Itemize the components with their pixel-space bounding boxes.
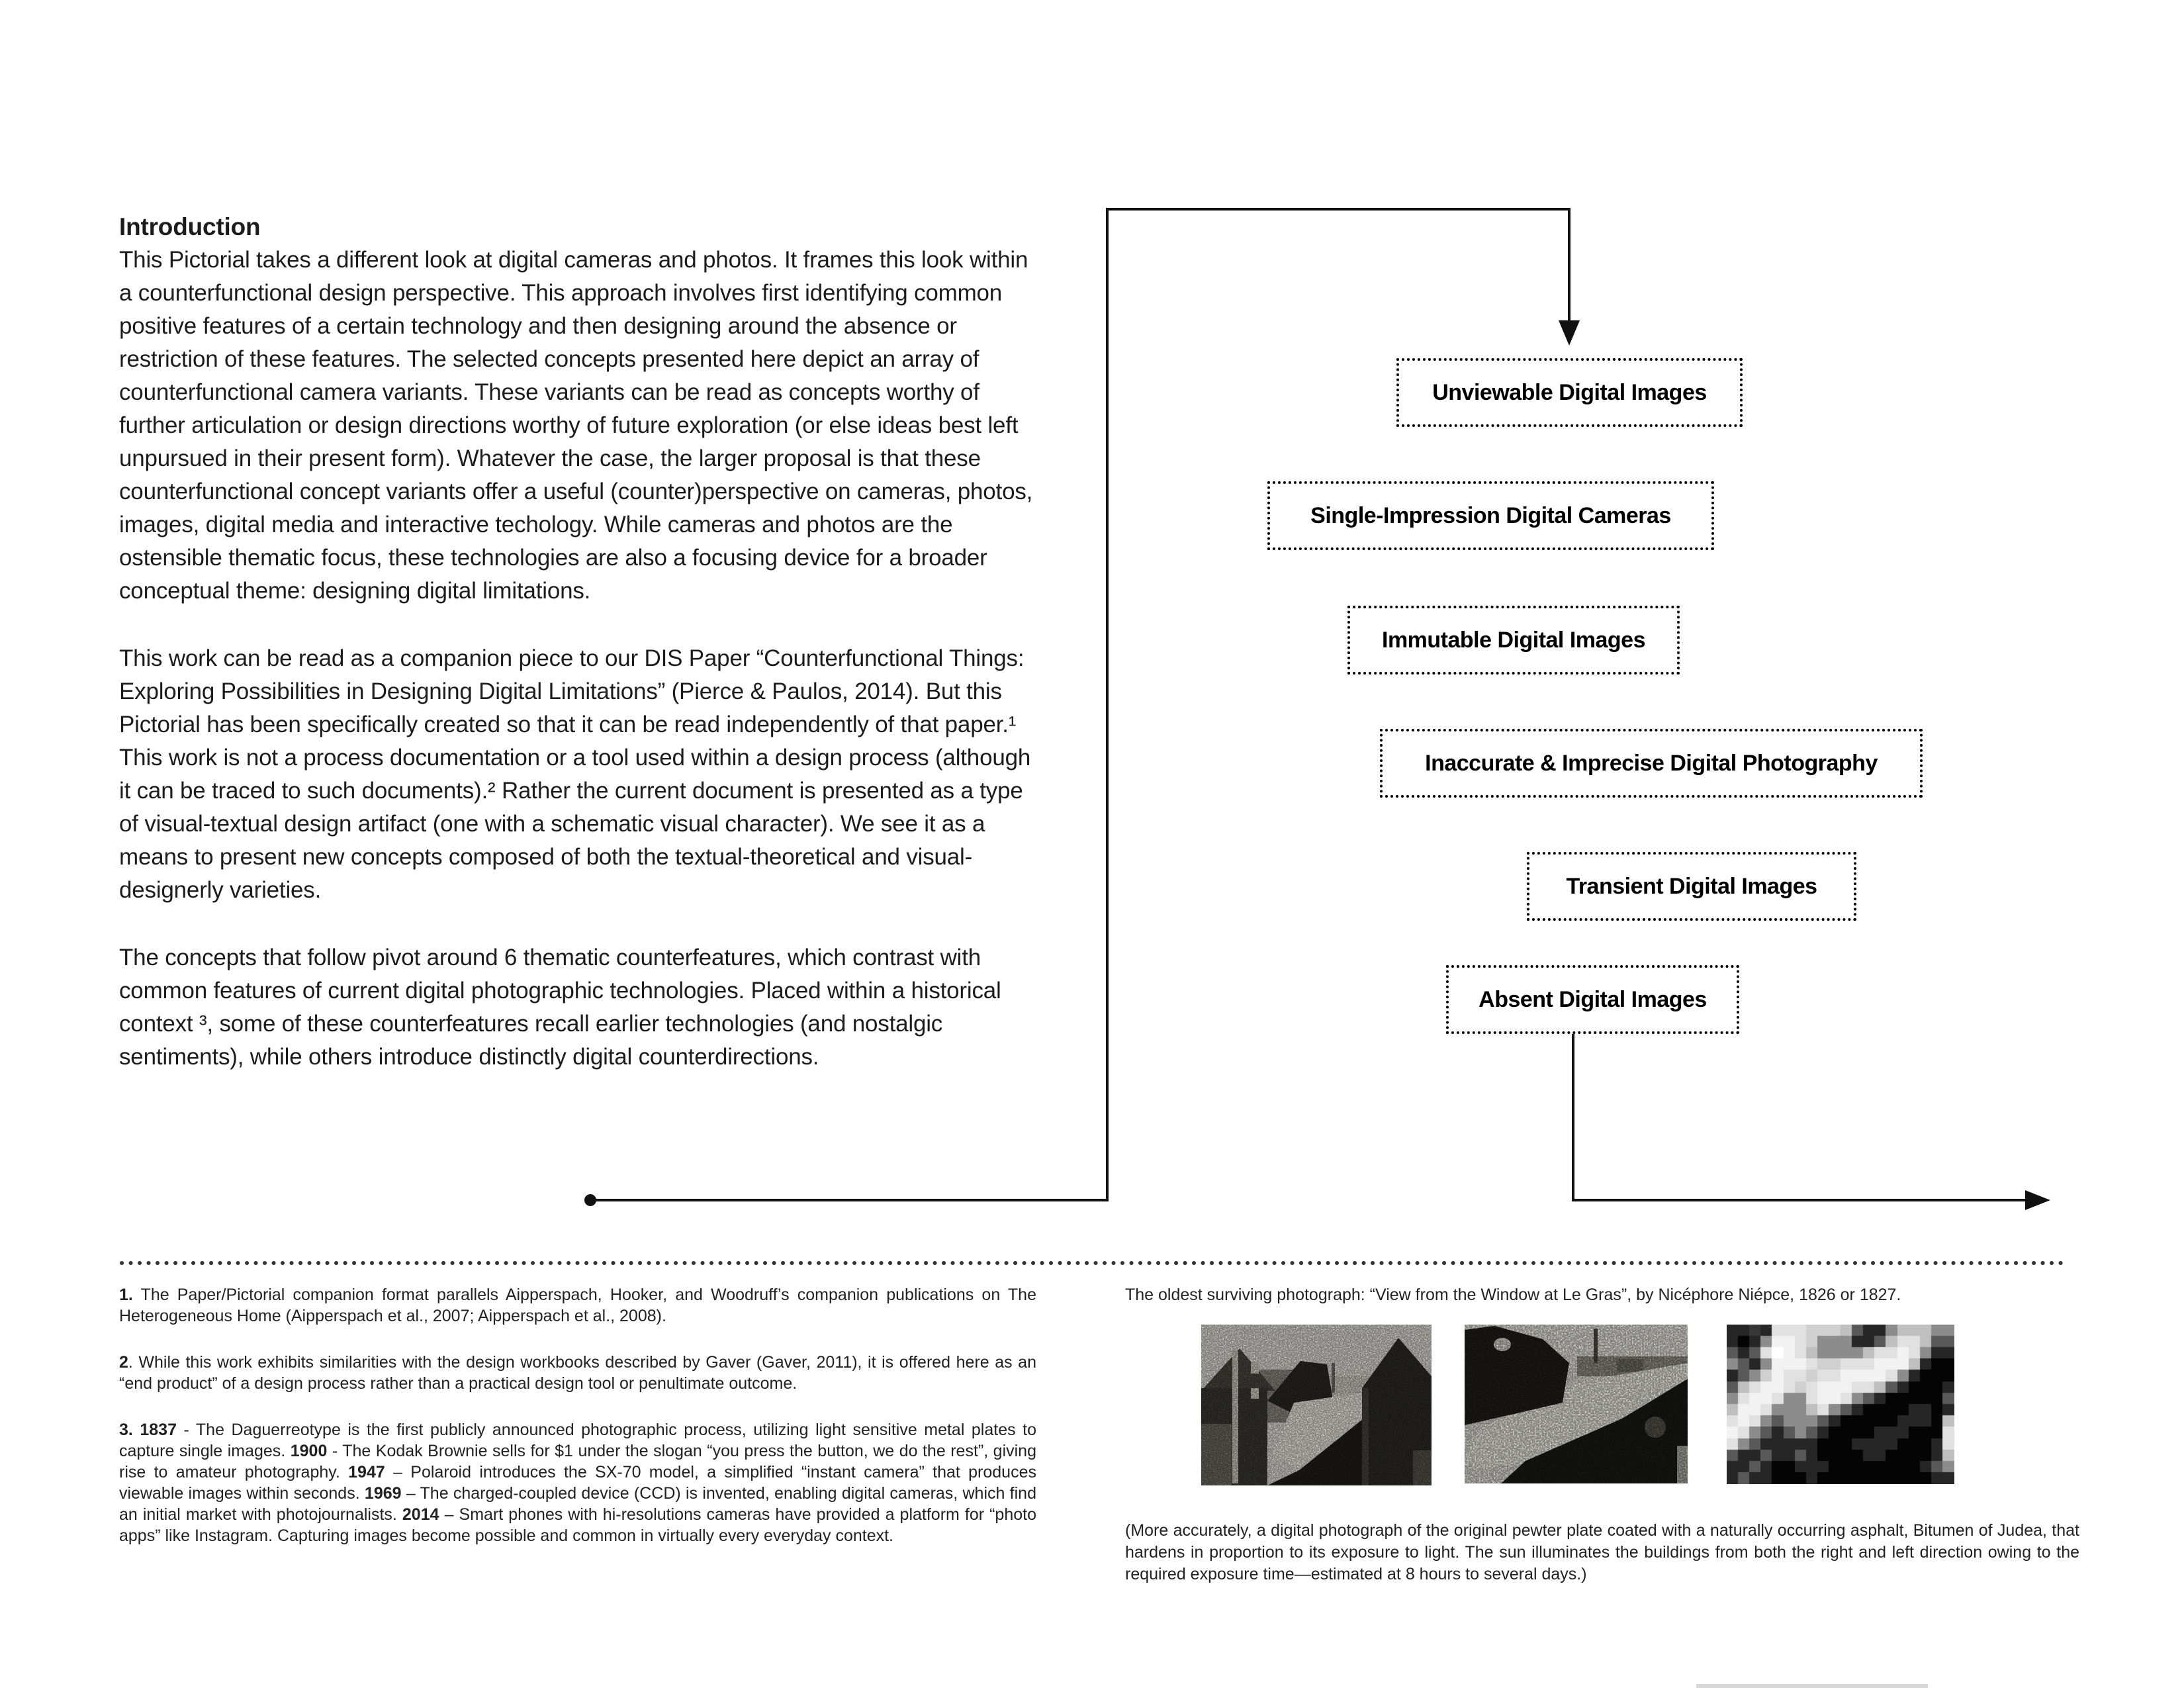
- intro-column: [119, 211, 1040, 1074]
- connector-right-path: [1573, 1034, 2026, 1200]
- photo-caption-bottom: (More accurately, a digital photograph of the original pewter plate coated with a naturally occurring asphalt, Bitumen of Judea, that hardens in proportion to its exposure to light. The sun illuminates the buildings from both the right and left direction owing to the required exposure time—estimated at 8 hours to several days.): [1125, 1521, 2079, 1583]
- niepce-pixelated-photo: [1727, 1325, 1954, 1484]
- concept-box-immutable: [1347, 606, 1680, 675]
- right-arrowhead-icon: [2025, 1190, 2050, 1210]
- concept-box-label: Transient Digital Images: [1566, 873, 1817, 899]
- intro-paragraph-1: This Pictorial takes a different look at digital cameras and photos. It frames this look within a counterfunctional design perspective. This approach involves first identifying common positive features of a certain technology and then designing around the absence or restriction of these features. The selected concepts presented here depict an array of counterfunctional camera variants. These variants can be read as concepts worthy of further articulation or design directions worthy of future exploration (or else ideas best left unpursued in their present form). Whatever the case, the larger proposal is that these counterfunctional concept variants offer a useful (counter)perspective on cameras, photos, images, digital media and interactive techology. While cameras and photos are the ostensible thematic focus, these technologies are also a focusing device for a broader conceptual theme: designing digital limitations.: [119, 247, 1033, 604]
- concept-box-label: Single-Impression Digital Cameras: [1310, 502, 1671, 528]
- photo-caption-top: The oldest surviving photograph: “View from the Window at Le Gras”, by Nicéphore Niépce, 1826 or 1827.: [1125, 1286, 1901, 1304]
- footnotes-column: [119, 1284, 1036, 1571]
- concept-box-label: Absent Digital Images: [1479, 986, 1707, 1012]
- photo-grain-overlay: [1465, 1325, 1688, 1483]
- footnote-1: 1. The Paper/Pictorial companion format parallels Aipperspach, Hooker, and Woodruff’s companion publications on The Heterogeneous Home (Aipperspach et al., 2007; Aipperspach et al., 2008).: [119, 1286, 1036, 1325]
- next-page-photo-edge: [1696, 1684, 1928, 1688]
- concept-box-transient: [1527, 852, 1856, 921]
- footnote-2: 2. While this work exhibits similarities with the design workbooks described by Gaver (Gaver, 2011), it is offered here as an “end product” of a design process rather than a practical design tool or penultimate outcome.: [119, 1353, 1036, 1393]
- concept-box-unviewable: [1396, 358, 1743, 427]
- photo-grain-overlay: [1201, 1325, 1432, 1485]
- intro-paragraph-2: This work can be read as a companion piece to our DIS Paper “Counterfunctional Things: Exploring Possibilities in Designing Digital Limitations” (Pierce & Paulos, 2014). But this Pictorial has been specifically created so that it can be read independently of that paper.¹ This work is not a process documentation or a tool used within a design process (although it can be traced to such documents).² Rather the current document is presented as a type of visual-textual design artifact (one with a schematic visual character). We see it as a means to present new concepts composed of both the textual-theoretical and visual-designerly varieties.: [119, 645, 1031, 903]
- concept-box-label: Inaccurate & Imprecise Digital Photography: [1425, 750, 1878, 776]
- concept-box-label: Immutable Digital Images: [1382, 627, 1645, 653]
- niepce-detail-photo: [1465, 1325, 1688, 1483]
- footnote-3: 3. 1837 - The Daguerreotype is the first publicly announced photographic process, utilizing light sensitive metal plates to capture single images. 1900 - The Kodak Brownie sells for $1 under the slogan “you press the button, we do the rest”, giving rise to amateur photography. 1947 – Polaroid introduces the SX-70 model, a simplified “instant camera” that produces viewable images within seconds. 1969 – The charged-coupled device (CCD) is invented, enabling digital cameras, which find an initial market with photojournalists. 2014 – Smart phones with hi-resolutions cameras have provided a platform for “photo apps” like Instagram. Capturing images become possible and common in virtually every everyday context.: [119, 1421, 1036, 1545]
- concept-box-absent: [1446, 965, 1739, 1034]
- intro-heading: Introduction: [119, 213, 261, 240]
- intro-paragraph-3: The concepts that follow pivot around 6 thematic counterfeatures, which contrast with common features of current digital photographic technologies. Placed within a historical context ³, some of these counterfeatures recall earlier technologies (and nostalgic sentiments), while others introduce distinctly digital counterdirections.: [119, 945, 1001, 1070]
- down-arrowhead-icon: [1559, 320, 1580, 346]
- niepce-original-photo: [1201, 1325, 1432, 1485]
- concept-box-single-impression: [1267, 481, 1714, 550]
- concept-box-inaccurate: [1380, 729, 1923, 798]
- concept-box-label: Unviewable Digital Images: [1432, 379, 1707, 405]
- connector-start-dot: [584, 1194, 596, 1206]
